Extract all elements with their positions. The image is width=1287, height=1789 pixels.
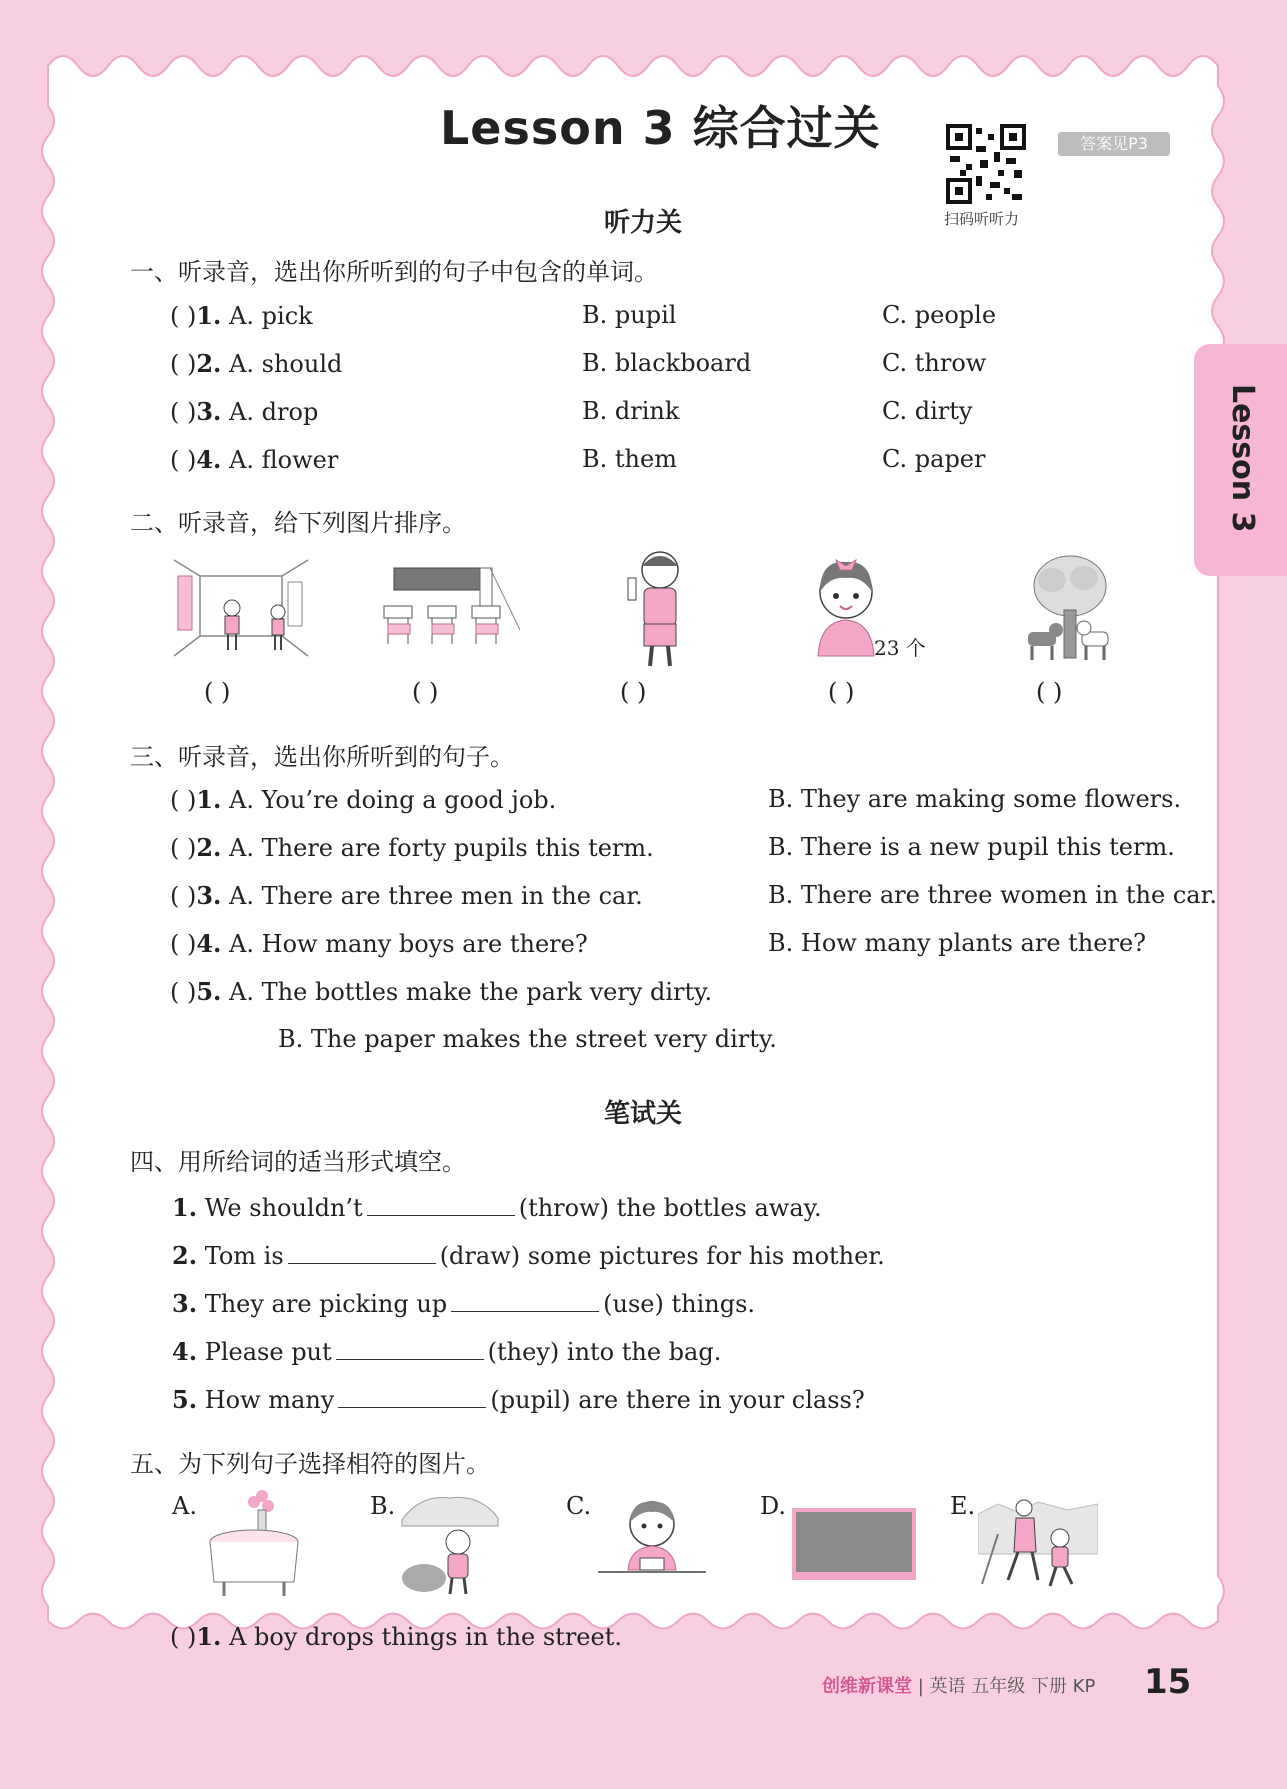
answer-blank[interactable]: [288, 1243, 436, 1264]
answer-blank[interactable]: [451, 1291, 599, 1312]
fill-blank-item: 4. Please put (they) into the bag.: [172, 1337, 722, 1366]
option-label: E.: [950, 1492, 976, 1520]
picture-order-paren[interactable]: ( ): [828, 678, 855, 706]
answer-blank[interactable]: [367, 1195, 515, 1216]
section1-instruction: 一、听录音，选出你所听到的句子中包含的单词。: [130, 258, 658, 286]
answer-blank[interactable]: [338, 1387, 486, 1408]
people-cleaning-picture: [978, 1494, 1098, 1592]
picture-order-paren[interactable]: ( ): [620, 678, 647, 706]
boy-outdoors-picture: [400, 1490, 500, 1598]
section1-item: ( )2. A. should: [170, 349, 343, 378]
writing-section-header: 笔试关: [604, 1099, 683, 1129]
girl-picture-caption: 23 个: [874, 636, 926, 660]
option-b: B. How many plants are there?: [768, 929, 1147, 957]
girl-picture: [812, 556, 880, 660]
page-title: Lesson 3 综合过关: [440, 101, 881, 155]
section1-item: ( )1. A. pick: [170, 301, 313, 330]
page-number: 15: [1144, 1662, 1192, 1702]
option-c: C. paper: [882, 445, 986, 473]
section3-item: ( )3. A. There are three men in the car.: [170, 881, 643, 910]
section1-item: ( )3. A. drop: [170, 397, 319, 426]
section1-item: ( )4. A. flower: [170, 445, 339, 474]
section5-item: ( )1. A boy drops things in the street.: [170, 1622, 622, 1651]
answer-paren[interactable]: ( ): [170, 834, 197, 862]
answer-paren[interactable]: ( ): [170, 398, 197, 426]
option-c: C. people: [882, 301, 997, 329]
option-c: C. throw: [882, 349, 987, 377]
lesson-side-tab-label: Lesson 3: [1225, 384, 1260, 533]
fill-blank-item: 3. They are picking up (use) things.: [172, 1289, 756, 1318]
answer-reference-badge: 答案见P3: [1058, 132, 1170, 156]
qr-code-icon[interactable]: [946, 124, 1026, 204]
option-label: C.: [566, 1492, 592, 1520]
answer-paren[interactable]: ( ): [170, 930, 197, 958]
classroom-two-children-picture: [170, 556, 312, 662]
answer-blank[interactable]: [336, 1339, 484, 1360]
answer-paren[interactable]: ( ): [170, 350, 197, 378]
fill-blank-item: 2. Tom is (draw) some pictures for his mother.: [172, 1241, 885, 1270]
listening-section-header: 听力关: [604, 208, 683, 238]
option-b: B. There is a new pupil this term.: [768, 833, 1175, 861]
answer-paren[interactable]: ( ): [170, 978, 197, 1006]
section3-item: ( )5. A. The bottles make the park very dirty.: [170, 977, 713, 1006]
option-b: B. blackboard: [582, 349, 752, 377]
option-b: B. them: [582, 445, 677, 473]
option-b: B. drink: [582, 397, 680, 425]
option-b: B. They are making some flowers.: [768, 785, 1182, 813]
tree-with-dogs-picture: [1022, 554, 1112, 666]
section3-item: ( )1. A. You’re doing a good job.: [170, 785, 557, 814]
qr-label: 扫码听听力: [944, 210, 1020, 228]
picture-order-paren[interactable]: ( ): [204, 678, 231, 706]
option-label: D.: [760, 1492, 787, 1520]
section2-instruction: 二、听录音，给下列图片排序。: [130, 509, 466, 537]
lesson-side-tab: [1194, 344, 1287, 576]
answer-paren[interactable]: ( ): [170, 786, 197, 814]
blackboard-picture: [792, 1508, 916, 1584]
footer-book-info: [822, 1672, 1095, 1698]
option-c: C. dirty: [882, 397, 973, 425]
answer-paren[interactable]: ( ): [170, 302, 197, 330]
picture-order-paren[interactable]: ( ): [412, 678, 439, 706]
answer-paren[interactable]: ( ): [170, 1623, 197, 1651]
section3-item: ( )4. A. How many boys are there?: [170, 929, 588, 958]
option-b: B. The paper makes the street very dirty.: [278, 1025, 777, 1053]
answer-paren[interactable]: ( ): [170, 446, 197, 474]
footer-brand: 创维新课堂: [822, 1676, 912, 1697]
table-with-flowers-picture: [206, 1488, 302, 1600]
option-b: B. There are three women in the car.: [768, 881, 1218, 909]
section5-instruction: 五、为下列句子选择相符的图片。: [130, 1450, 490, 1478]
boy-with-bottle-picture: [622, 548, 692, 670]
section3-instruction: 三、听录音，选出你所听到的句子。: [130, 743, 514, 771]
option-label: A.: [172, 1492, 197, 1520]
answer-paren[interactable]: ( ): [170, 882, 197, 910]
section4-instruction: 四、用所给词的适当形式填空。: [130, 1148, 466, 1176]
girl-at-desk-picture: [596, 1494, 708, 1586]
section3-item: ( )2. A. There are forty pupils this term.: [170, 833, 654, 862]
footer-subject-grade: | 英语 五年级 下册 KP: [917, 1676, 1096, 1697]
option-label: B.: [370, 1492, 396, 1520]
option-b: B. pupil: [582, 301, 677, 329]
classroom-desks-picture: [382, 564, 522, 656]
picture-order-paren[interactable]: ( ): [1036, 678, 1063, 706]
fill-blank-item: 1. We shouldn’t (throw) the bottles away.: [172, 1193, 822, 1222]
fill-blank-item: 5. How many (pupil) are there in your class?: [172, 1385, 865, 1414]
